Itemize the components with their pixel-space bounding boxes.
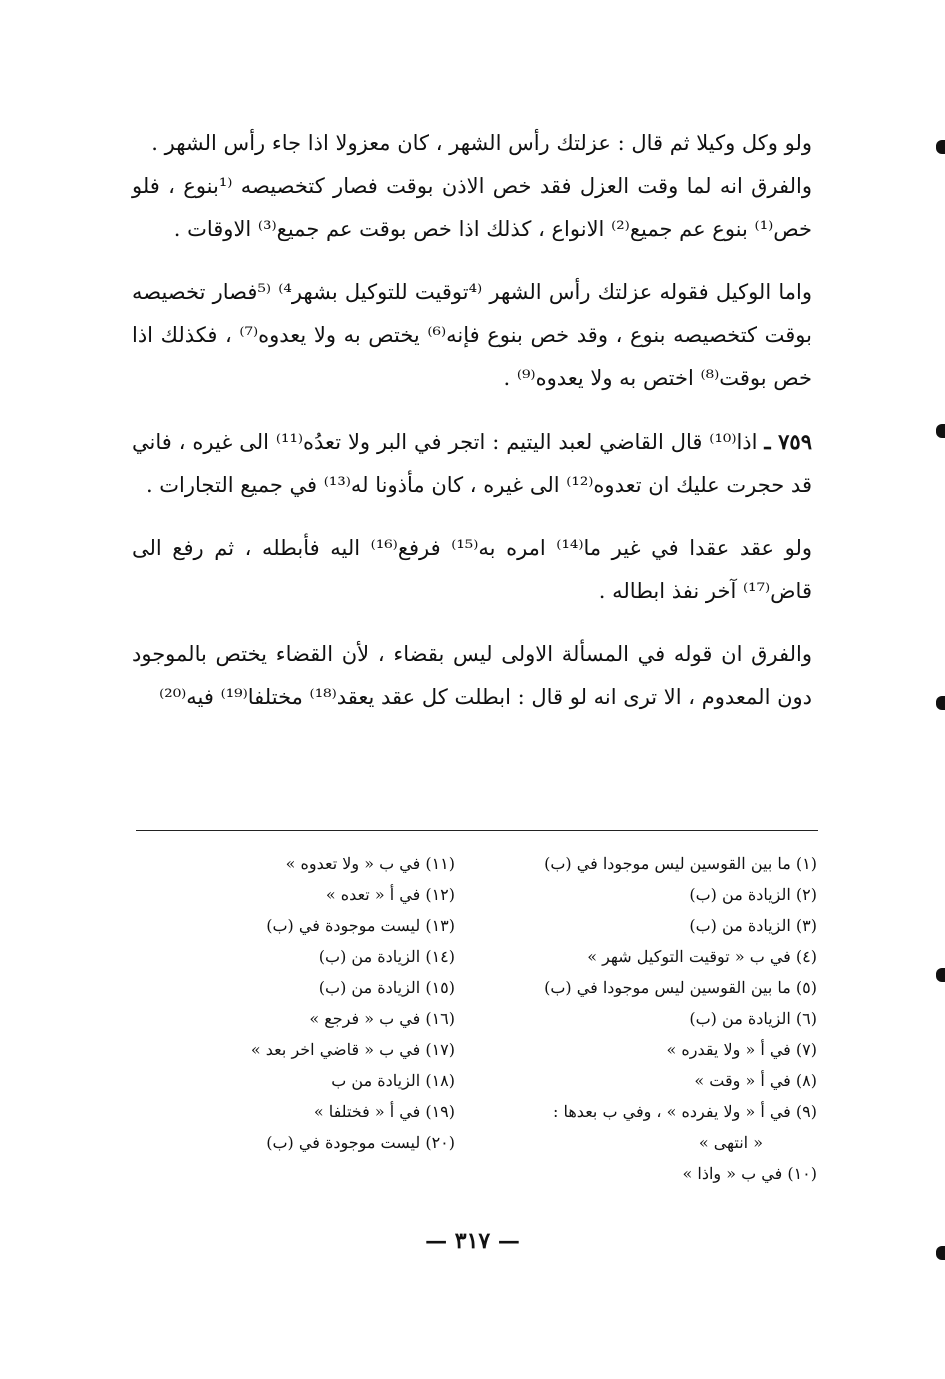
paragraph: والفرق ان قوله في المسألة الاولى ليس بقضاء ، لأن القضاء يختص بالموجود دون المعدوم ، الا ترى انه لو قال : ابطلت كل عقد يعقد⁽¹⁸⁾ مختلفا⁽¹⁹⁾ فيه⁽²⁰⁾ — [132, 642, 812, 709]
footnote: (٢٠) ليست موجودة في (ب) — [266, 1133, 455, 1152]
footnote: (١) ما بين القوسين ليس موجودا في (ب) — [544, 854, 817, 873]
footnote: (١٩) في أ « فختلفا » — [313, 1102, 455, 1121]
footnote: (٨) في أ « وقت » — [694, 1071, 817, 1090]
footnote: (٩) في أ « ولا يفرده » ، وفي ب بعدها : — [553, 1102, 817, 1121]
footnotes-right-column — [517, 848, 817, 1189]
footnote: (٦) الزيادة من (ب) — [689, 1009, 817, 1028]
footnote: (١٨) الزيادة من ب — [331, 1071, 455, 1090]
margin-mark — [936, 696, 945, 710]
footnote: (٢) الزيادة من (ب) — [689, 885, 817, 904]
footnote-separator — [136, 830, 818, 831]
paragraph: والفرق انه لما وقت العزل فقد خص الاذن بوقت فصار كتخصيصه ⁽¹بنوع ، فلو خص⁽¹⁾ بنوع عم جميع⁽²⁾ الانواع ، كذلك اذا خص بوقت عم جميع⁽³⁾ الاوقات . — [132, 174, 813, 241]
page-number: — ٣١٧ — — [425, 1228, 520, 1254]
footnote: (١٣) ليست موجودة في (ب) — [266, 916, 455, 935]
footnote: (٥) ما بين القوسين ليس موجودا في (ب) — [544, 978, 817, 997]
margin-mark — [936, 968, 945, 982]
footnotes-left-column — [235, 848, 455, 1158]
footnote: (١٦) في ب « فرجع » — [309, 1009, 455, 1028]
footnote-continuation: « انتهى » — [698, 1133, 763, 1152]
main-text — [132, 122, 812, 719]
footnote: (٣) الزيادة من (ب) — [689, 916, 817, 935]
footnote: (٤) في ب « توقيت التوكيل شهر » — [587, 947, 817, 966]
footnote: (١٤) الزيادة من (ب) — [318, 947, 455, 966]
footnote: (٧) في أ « ولا يقدره » — [666, 1040, 817, 1059]
margin-mark — [936, 140, 945, 154]
paragraph-759 — [132, 420, 812, 507]
section-number: ٧٥٩ ـ — [764, 429, 812, 454]
paragraph: واما الوكيل فقوله عزلتك رأس الشهر ⁽⁴توقيت للتوكيل بشهر⁴⁾ ⁽⁵فصار تخصيصه بوقت كتخصيصه بنوع ، وقد خص بنوع فإنه⁽⁶⁾ يختص به ولا يعدوه⁽⁷⁾ ، فكذلك اذا خص بوقت⁽⁸⁾ اختص به ولا يعدوه⁽⁹⁾ . — [132, 280, 813, 390]
footnote: (١١) في ب « ولا تعدوه » — [285, 854, 455, 873]
margin-mark — [936, 424, 945, 438]
paragraph-body: اذا⁽¹⁰⁾ قال القاضي لعبد اليتيم : اتجر في البر ولا تعدُه⁽¹¹⁾ الى غيره ، فاني قد حجرت عليك ان تعدوه⁽¹²⁾ الى غيره ، كان مأذونا له⁽¹³⁾ في جميع التجارات . — [132, 430, 812, 497]
footnote: (١٧) في ب « قاضي اخر بعد » — [250, 1040, 455, 1059]
footnote: (١٢) في أ « تعده » — [325, 885, 455, 904]
footnote: (١٠) في ب « واذا » — [682, 1164, 817, 1183]
paragraph: ولو عقد عقدا في غير ما⁽¹⁴⁾ امره به⁽¹⁵⁾ فرفع⁽¹⁶⁾ اليه فأبطله ، ثم رفع الى قاض⁽¹⁷⁾ آخر نفذ ابطاله . — [132, 536, 812, 603]
footnote: (١٥) الزيادة من (ب) — [318, 978, 455, 997]
paragraph: ولو وكل وكيلا ثم قال : عزلتك رأس الشهر ، كان معزولا اذا جاء رأس الشهر . — [151, 131, 812, 155]
